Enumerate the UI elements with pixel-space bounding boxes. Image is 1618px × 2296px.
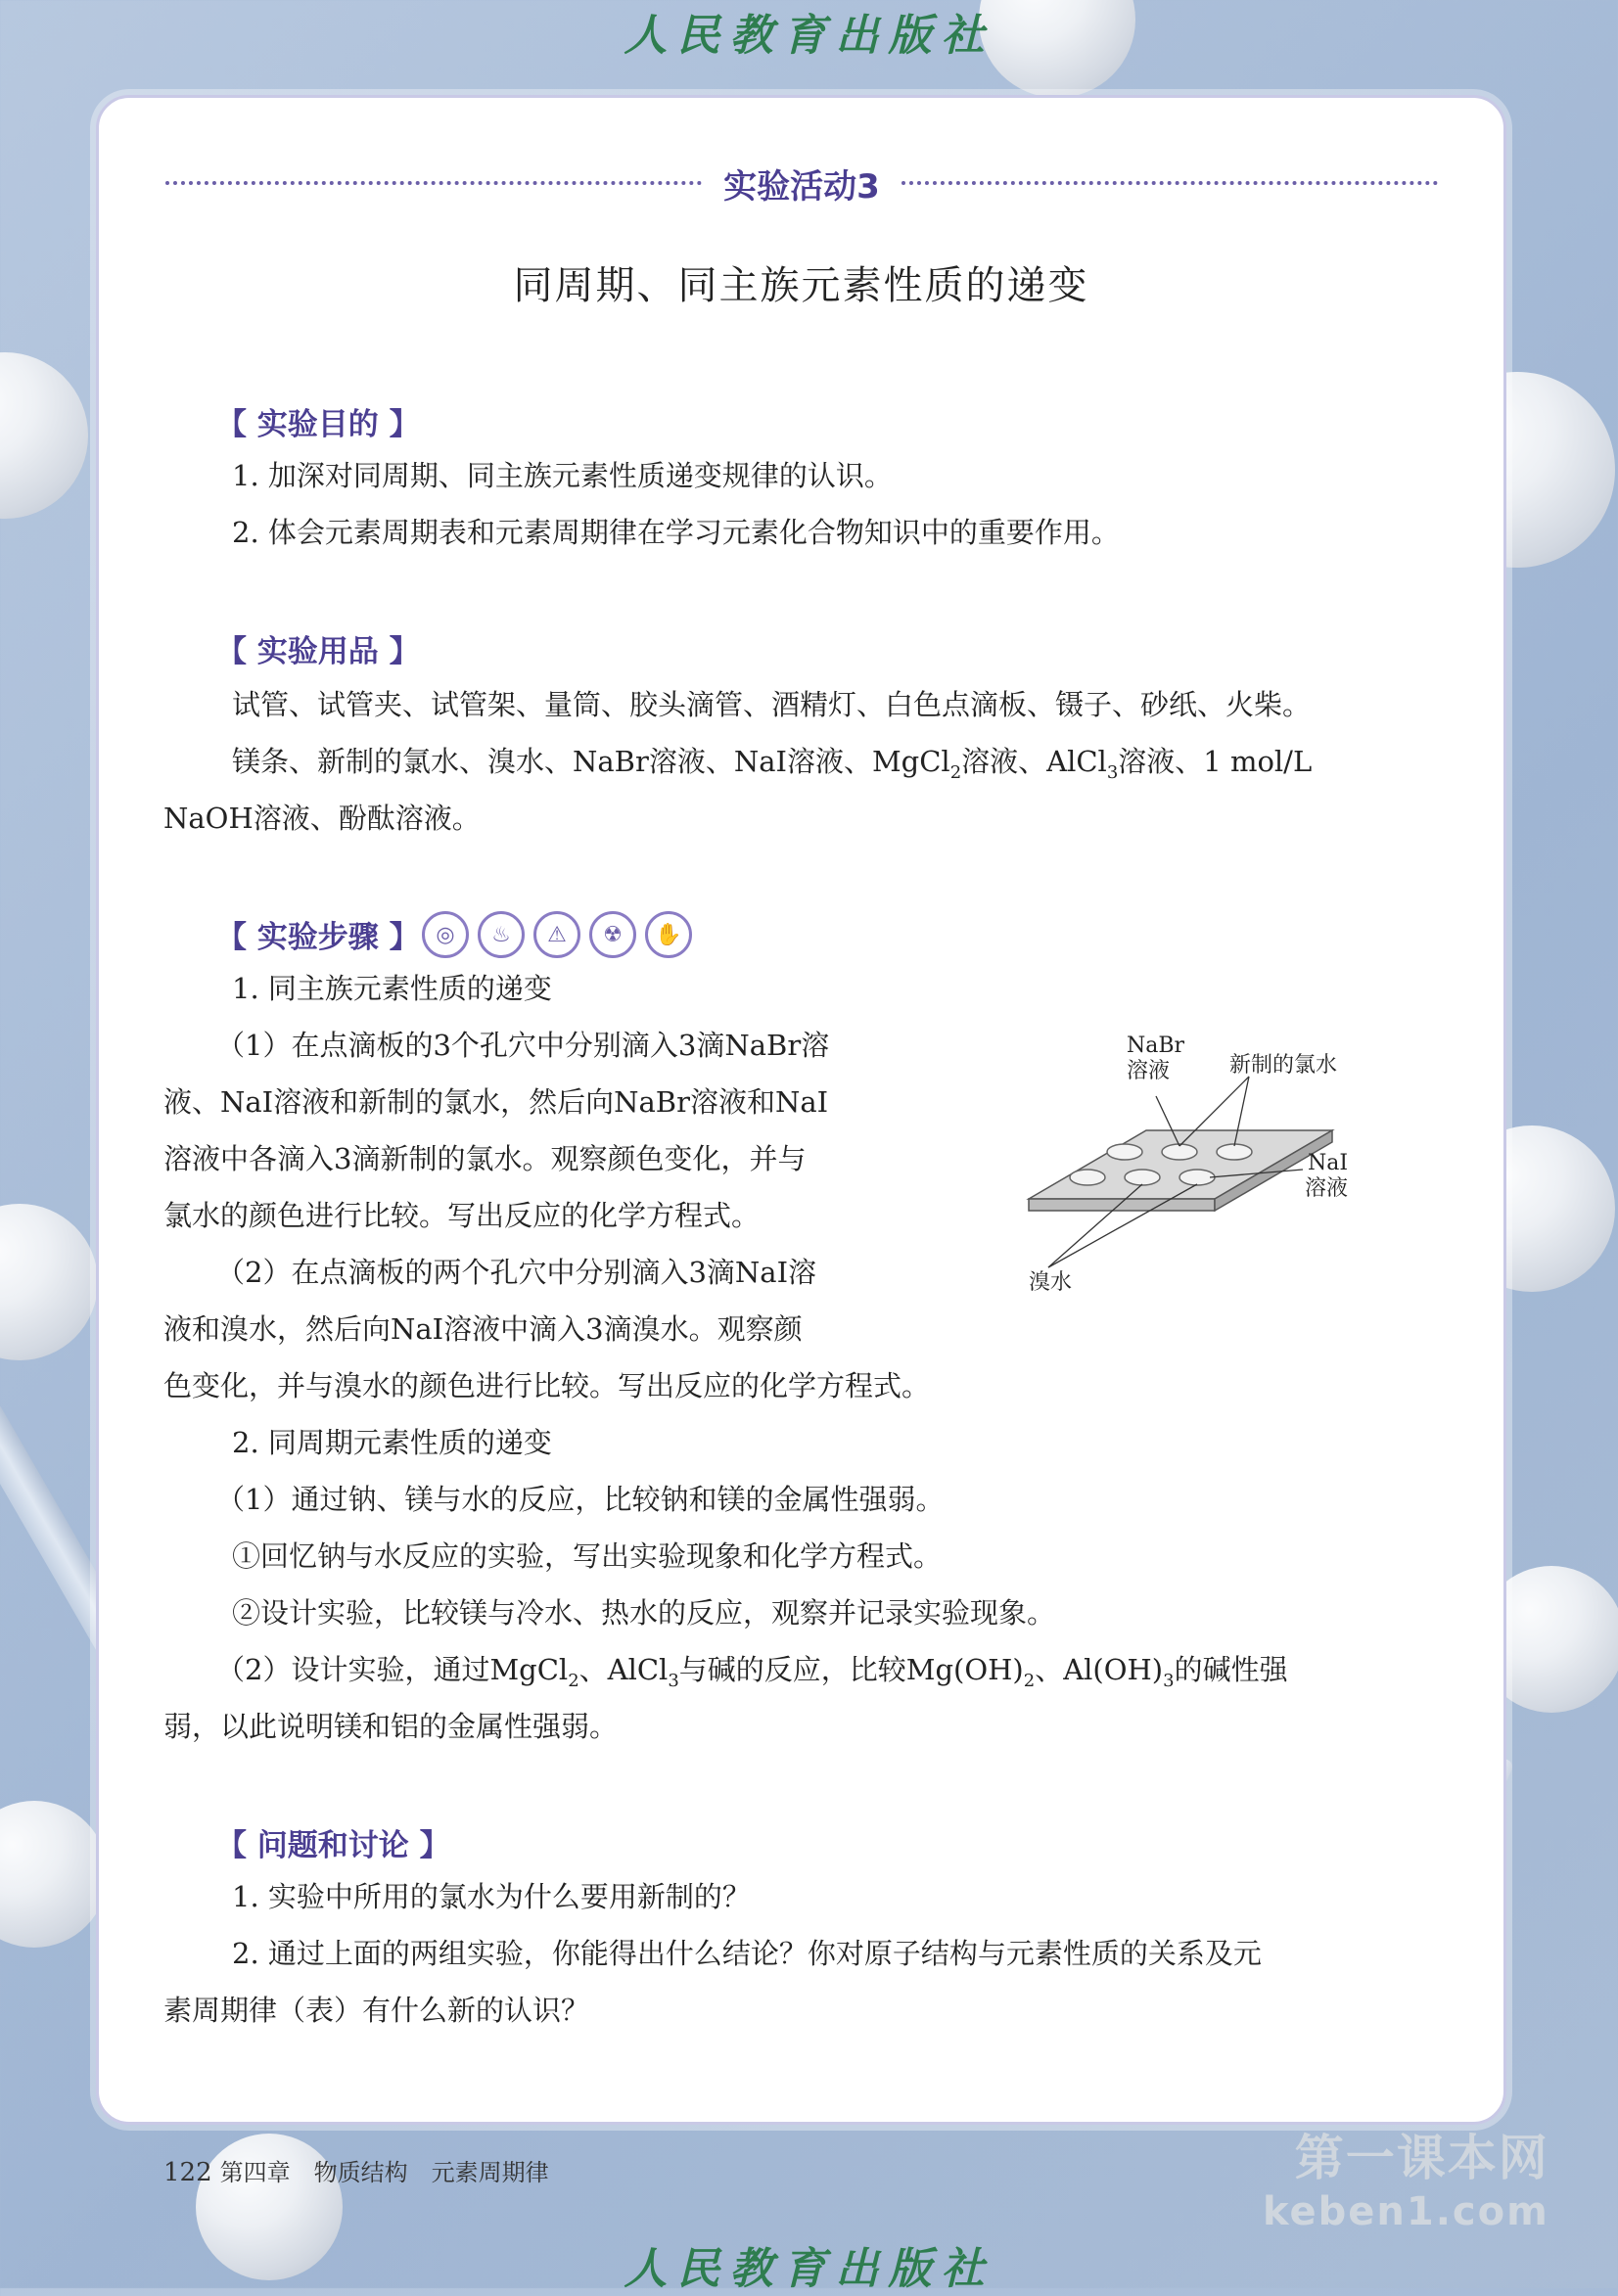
steps-text: 、AlCl — [578, 1653, 669, 1686]
steps-line: 弱，以此说明镁和铝的金属性强弱。 — [163, 1710, 619, 1743]
well — [1162, 1144, 1197, 1160]
purpose-item: 2. 体会元素周期表和元素周期律在学习元素化合物知识中的重要作用。 — [232, 516, 1120, 549]
label-nabr-solution: 溶液 — [1127, 1059, 1171, 1083]
subscript: 3 — [668, 1670, 679, 1691]
steps-line — [216, 1650, 1288, 1701]
dotted-rule — [165, 181, 702, 185]
discussion-line: 2. 通过上面的两组实验，你能得出什么结论？你对原子结构与元素性质的关系及元 — [232, 1937, 1262, 1970]
well — [1070, 1170, 1105, 1185]
steps-line: 液、NaI溶液和新制的氯水，然后向NaBr溶液和NaI — [163, 1085, 829, 1119]
steps-line: 2. 同周期元素性质的递变 — [232, 1426, 552, 1459]
section-heading-supplies: 【 实验用品 】 — [216, 634, 420, 669]
section-heading-purpose: 【 实验目的 】 — [216, 407, 420, 442]
publisher-logo-top: 人民教育出版社 — [624, 11, 994, 61]
well — [1125, 1170, 1160, 1185]
supplies-line: NaOH溶液、酚酞溶液。 — [163, 802, 481, 835]
label-nabr: NaBr — [1127, 1033, 1185, 1058]
section-heading-steps: 【 实验步骤 】 — [216, 920, 420, 955]
well — [1217, 1144, 1252, 1160]
page-number: 122 — [163, 2158, 212, 2187]
subscript: 3 — [1106, 761, 1119, 783]
flame-icon: ♨ — [478, 911, 525, 958]
label-chlorine-water: 新制的氯水 — [1229, 1053, 1338, 1078]
content-card — [96, 95, 1506, 2125]
supplies-line — [232, 742, 1312, 793]
watermark — [1263, 2119, 1549, 2234]
steps-line: （2）在点滴板的两个孔穴中分别滴入3滴NaI溶 — [216, 1256, 817, 1289]
label-nai-solution: 溶液 — [1305, 1176, 1349, 1201]
page-title: 同周期、同主族元素性质的递变 — [513, 263, 1089, 308]
subscript: 3 — [1163, 1670, 1175, 1691]
plate-front — [1029, 1199, 1215, 1211]
background-sphere — [0, 1801, 108, 1948]
steps-text: 与碱的反应，比较Mg(OH) — [678, 1653, 1024, 1686]
steps-line: 1. 同主族元素性质的递变 — [232, 972, 552, 1005]
activity-title: 实验活动3 — [723, 166, 880, 207]
purpose-item: 1. 加深对同周期、同主族元素性质递变规律的认识。 — [232, 459, 893, 492]
steps-text: 的碱性强 — [1174, 1653, 1288, 1686]
label-bromine-water: 溴水 — [1029, 1270, 1073, 1295]
background-sphere — [0, 352, 88, 519]
supplies-text: 溶液、1 mol/L — [1118, 745, 1313, 778]
dotted-rule — [901, 181, 1438, 185]
watermark-text: 第一课本网 — [1294, 2130, 1549, 2186]
section-heading-discussion: 【 问题和讨论 】 — [216, 1828, 450, 1863]
steps-text: （2）设计实验，通过MgCl — [216, 1653, 569, 1686]
well — [1107, 1144, 1142, 1160]
safety-icons — [422, 911, 692, 958]
well — [1179, 1170, 1215, 1185]
supplies-text: 镁条、新制的氯水、溴水、NaBr溶液、NaI溶液、MgCl — [232, 745, 950, 778]
subscript: 2 — [568, 1670, 579, 1691]
wash-hands-icon: ✋ — [645, 911, 692, 958]
steps-text: 、Al(OH) — [1035, 1653, 1164, 1686]
chapter-title: 第四章 物质结构 元素周期律 — [219, 2159, 549, 2186]
label-nai: NaI — [1308, 1151, 1349, 1175]
activity-header — [165, 159, 1438, 207]
steps-line: （1）通过钠、镁与水的反应，比较钠和镁的金属性强弱。 — [216, 1483, 945, 1516]
supplies-line: 试管、试管夹、试管架、量筒、胶头滴管、酒精灯、白色点滴板、镊子、砂纸、火柴。 — [232, 688, 1312, 721]
publisher-logo-bottom: 人民教育出版社 — [624, 2244, 994, 2294]
subscript: 2 — [1023, 1670, 1036, 1691]
chemical-icon: ☢ — [589, 911, 636, 958]
steps-line: 液和溴水，然后向NaI溶液中滴入3滴溴水。观察颜 — [163, 1312, 803, 1346]
steps-line: 色变化，并与溴水的颜色进行比较。写出反应的化学方程式。 — [163, 1369, 931, 1402]
discussion-line: 素周期律（表）有什么新的认识？ — [163, 1994, 590, 2027]
background-sphere — [0, 1204, 98, 1360]
steps-line: ②设计实验，比较镁与冷水、热水的反应，观察并记录实验现象。 — [232, 1596, 1056, 1630]
page-footer — [163, 2153, 549, 2187]
subscript: 2 — [949, 761, 962, 783]
sharp-icon: ⚠ — [533, 911, 580, 958]
steps-line: 氯水的颜色进行比较。写出反应的化学方程式。 — [163, 1199, 761, 1232]
spot-plate-diagram — [1009, 1023, 1469, 1316]
steps-line: 溶液中各滴入3滴新制的氯水。观察颜色变化，并与 — [163, 1142, 807, 1175]
watermark-url: keben1.com — [1263, 2189, 1549, 2234]
steps-line: （1）在点滴板的3个孔穴中分别滴入3滴NaBr溶 — [216, 1029, 830, 1062]
supplies-text: 溶液、AlCl — [961, 745, 1107, 778]
discussion-line: 1. 实验中所用的氯水为什么要用新制的？ — [232, 1880, 751, 1913]
goggles-icon: ◎ — [422, 911, 469, 958]
steps-line: ①回忆钠与水反应的实验，写出实验现象和化学方程式。 — [232, 1539, 943, 1573]
